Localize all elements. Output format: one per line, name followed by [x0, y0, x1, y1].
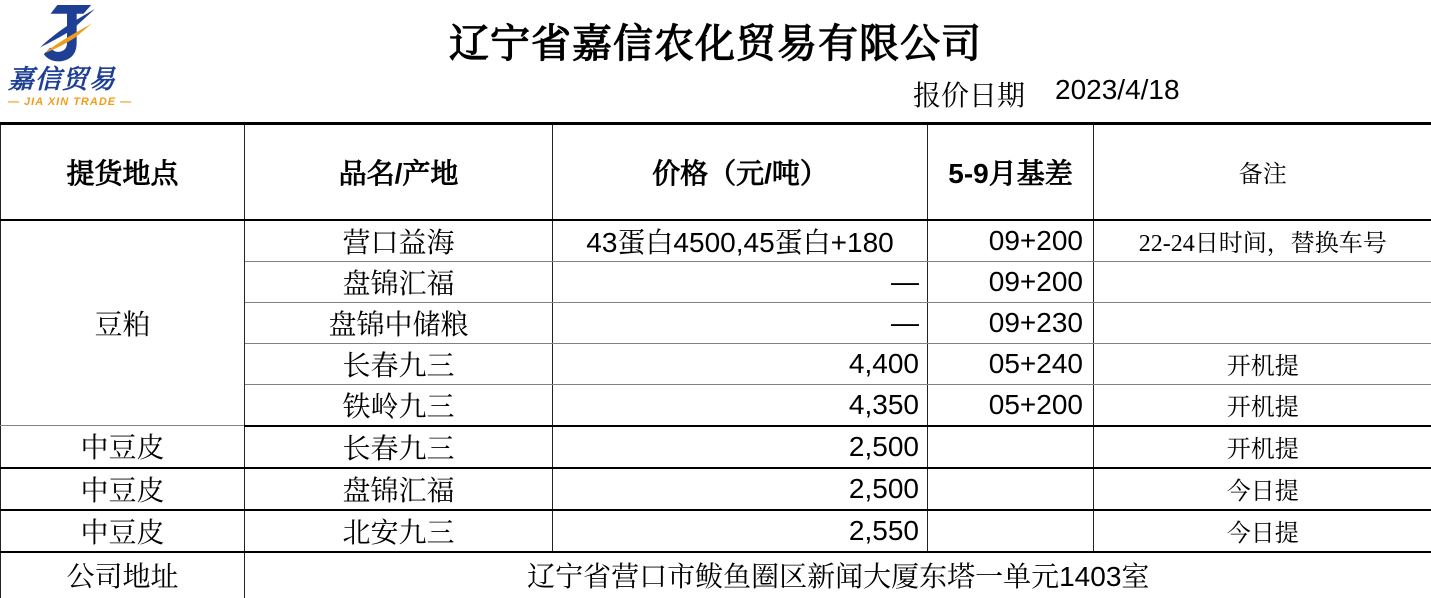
price-table	[0, 122, 1431, 598]
basis-cell	[928, 468, 1094, 510]
price-cell: 43蛋白4500,45蛋白+180	[553, 220, 928, 262]
logo-text: 嘉信贸易	[8, 66, 193, 92]
page-title: 辽宁省嘉信农化贸易有限公司	[0, 12, 1431, 69]
header-row	[1, 124, 1431, 220]
basis-cell	[928, 510, 1094, 552]
origin-cell: 盘锦中储粮	[245, 302, 553, 343]
location-cell: 豆粕	[1, 220, 245, 426]
address-label-cell: 公司地址	[1, 552, 245, 598]
col-header-remark: 备注	[1094, 124, 1431, 220]
origin-cell: 营口益海	[245, 220, 553, 262]
origin-cell: 长春九三	[245, 426, 553, 468]
col-header-pickup-location: 提货地点	[1, 124, 245, 220]
col-header-product-origin: 品名/产地	[245, 124, 553, 220]
basis-cell	[928, 426, 1094, 468]
price-cell: —	[553, 261, 928, 302]
table-row	[1, 468, 1431, 510]
basis-cell: 05+200	[928, 384, 1094, 426]
price-cell: 2,500	[553, 426, 928, 468]
table-row	[1, 220, 1431, 262]
col-header-basis: 5-9月基差	[928, 124, 1094, 220]
quote-date-value: 2023/4/18	[1055, 74, 1180, 114]
price-cell: —	[553, 302, 928, 343]
location-cell: 中豆皮	[1, 426, 245, 468]
origin-cell: 铁岭九三	[245, 384, 553, 426]
price-cell: 2,500	[553, 468, 928, 510]
remark-cell: 今日提	[1094, 468, 1431, 510]
table-row	[1, 510, 1431, 552]
basis-cell: 05+240	[928, 343, 1094, 384]
address-value-cell: 辽宁省营口市鲅鱼圈区新闻大厦东塔一单元1403室	[245, 552, 1431, 598]
remark-cell: 今日提	[1094, 510, 1431, 552]
table-footer	[1, 552, 1431, 598]
location-cell: 中豆皮	[1, 510, 245, 552]
origin-cell: 盘锦汇福	[245, 468, 553, 510]
basis-cell: 09+200	[928, 261, 1094, 302]
origin-cell: 北安九三	[245, 510, 553, 552]
remark-cell: 开机提	[1094, 343, 1431, 384]
price-cell: 2,550	[553, 510, 928, 552]
table-header	[1, 124, 1431, 220]
sheet-header	[0, 0, 1431, 122]
price-cell: 4,400	[553, 343, 928, 384]
basis-cell: 09+230	[928, 302, 1094, 343]
table-row	[1, 426, 1431, 468]
remark-cell	[1094, 302, 1431, 343]
logo-subtext: — JIA XIN TRADE —	[8, 96, 193, 108]
remark-cell: 开机提	[1094, 384, 1431, 426]
basis-cell: 09+200	[928, 220, 1094, 262]
remark-cell: 开机提	[1094, 426, 1431, 468]
quote-date	[913, 74, 1180, 114]
remark-cell: 22-24日时间，替换车号	[1094, 220, 1431, 262]
col-header-price: 价格（元/吨）	[553, 124, 928, 220]
origin-cell: 长春九三	[245, 343, 553, 384]
price-cell: 4,350	[553, 384, 928, 426]
table-body	[1, 220, 1431, 552]
address-row	[1, 552, 1431, 598]
location-cell: 中豆皮	[1, 468, 245, 510]
origin-cell: 盘锦汇福	[245, 261, 553, 302]
remark-cell	[1094, 261, 1431, 302]
quote-date-label: 报价日期	[913, 74, 1025, 114]
